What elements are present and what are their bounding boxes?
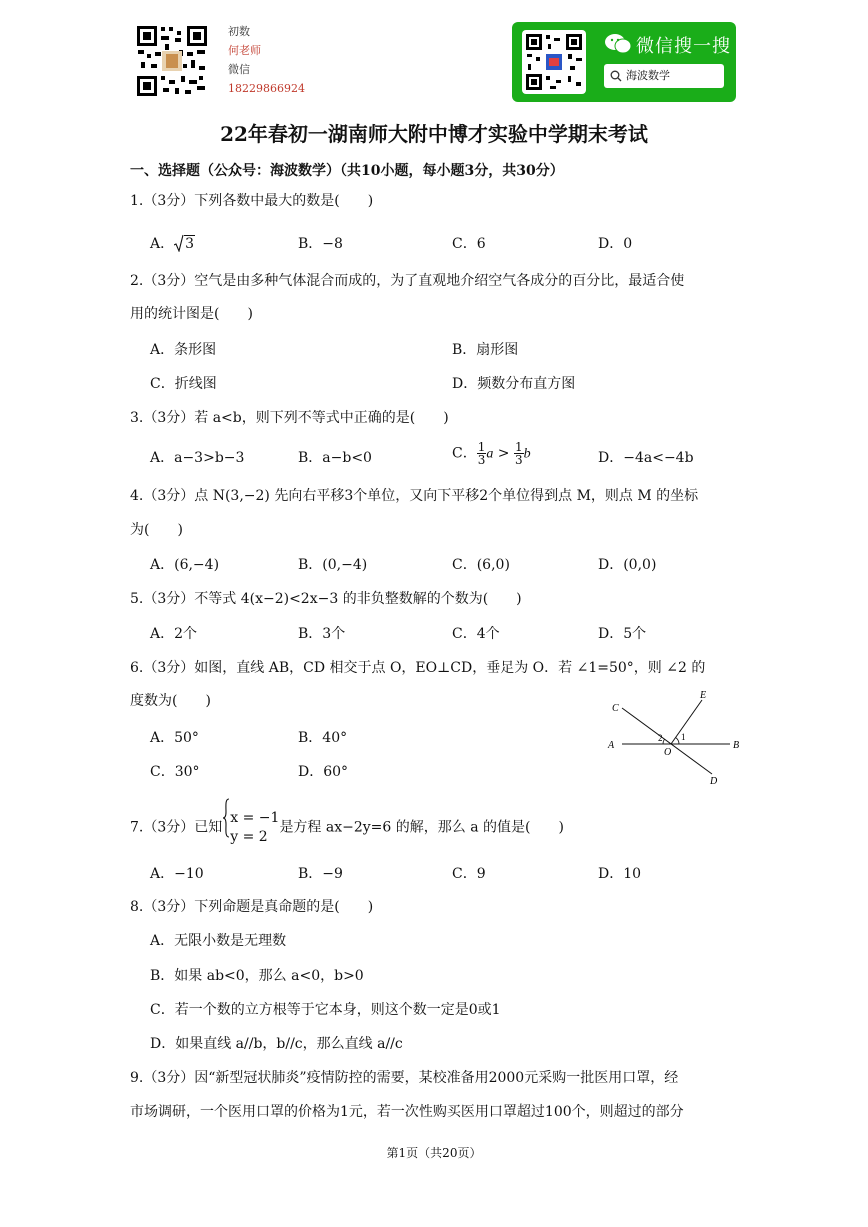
- label-b: B: [733, 740, 740, 751]
- question-4-option-d: D．(0,0): [598, 557, 657, 573]
- option-c-label: C．: [452, 445, 477, 462]
- question-7-option-c: C．9: [452, 866, 486, 882]
- question-4-stem-line1: 4.（3分）点 N(3,−2) 先向右平移3个单位，又向下平移2个单位得到点 M，则点 M 的坐标: [130, 488, 699, 504]
- question-5-stem: 5.（3分）不等式 4(x−2)<2x−3 的非负整数解的个数为( ): [130, 591, 522, 607]
- line-cd: [622, 708, 712, 774]
- wechat-search-title: 微信搜一搜: [636, 36, 731, 57]
- qr-code-right: [522, 30, 586, 94]
- question-4-option-b: B．(0,−4): [298, 557, 368, 573]
- question-2-option-c: C．折线图: [150, 376, 217, 392]
- question-5-option-d: D．5个: [598, 626, 647, 642]
- equation-1: x = −1: [230, 809, 280, 826]
- question-7-stem: [130, 798, 564, 844]
- question-2-option-b: B．扇形图: [452, 342, 519, 358]
- question-6-stem-line1: 6.（3分）如图，直线 AB，CD 相交于点 O，EO⊥CD，垂足为 O．若 ∠1=50°，则 ∠2 的: [130, 660, 706, 676]
- question-3-stem: 3.（3分）若 a<b，则下列不等式中正确的是( ): [130, 410, 449, 426]
- ray-oe: [671, 700, 702, 744]
- question-9-stem-line1: 9.（3分）因“新型冠状肺炎”疫情防控的需要，某校准备用2000元采购一批医用口罩，经: [130, 1070, 679, 1086]
- question-6-stem-line2: 度数为( ): [130, 693, 211, 709]
- label-o: O: [664, 747, 672, 758]
- wechat-logo-icon: [604, 33, 632, 55]
- question-6-option-c: C．30°: [150, 764, 200, 780]
- question-3-option-c: C． $\frac{1}{3}$ a > $\frac{1}{3}$ b: [452, 440, 531, 467]
- question-2-stem-line1: 2.（3分）空气是由多种气体混合而成的，为了直观地介绍空气各成分的百分比，最适合使: [130, 273, 685, 289]
- question-8-option-b: B．如果 ab<0，那么 a<0，b>0: [150, 968, 364, 984]
- question-2-option-a: A．条形图: [150, 342, 217, 358]
- qr-code-left: [135, 24, 209, 98]
- question-1-stem: 1.（3分）下列各数中最大的数是( ): [130, 193, 374, 209]
- option-a-label: A．: [150, 236, 175, 252]
- question-3-option-b: B．a−b<0: [298, 450, 372, 466]
- equation-2: y = 2: [230, 828, 268, 845]
- question-7-option-d: D．10: [598, 866, 642, 882]
- question-9-stem-line2: 市场调研，一个医用口罩的价格为1元，若一次性购买医用口罩超过100个，则超过的部分: [130, 1104, 684, 1120]
- question-4-stem-line2: 为( ): [130, 522, 183, 538]
- contact-subject: 初数: [228, 25, 250, 38]
- question-2-option-d: D．频数分布直方图: [452, 376, 576, 392]
- question-4-option-c: C．(6,0): [452, 557, 510, 573]
- question-1-option-a: [150, 234, 195, 254]
- question-8-stem: 8.（3分）下列命题是真命题的是( ): [130, 899, 374, 915]
- label-d: D: [710, 776, 718, 786]
- question-1-option-d: D．0: [598, 236, 633, 252]
- label-angle-2: 2: [658, 733, 663, 743]
- question-7-option-a: A．−10: [150, 866, 204, 882]
- contact-teacher: 何老师: [228, 44, 261, 57]
- question-4-option-a: A．(6,−4): [150, 557, 220, 573]
- question-6-option-d: D．60°: [298, 764, 349, 780]
- question-7-suffix: 是方程 ax−2y=6 的解，那么 a 的值是( ): [279, 819, 564, 836]
- page-footer: 第1页（共20页）: [386, 1146, 482, 1160]
- question-5-option-a: A．2个: [150, 626, 198, 642]
- question-6-figure: [600, 688, 745, 786]
- label-c: C: [612, 703, 619, 714]
- question-7-option-b: B．−9: [298, 866, 343, 882]
- search-icon: [610, 70, 622, 82]
- question-3-option-d: D．−4a<−4b: [598, 450, 694, 466]
- question-5-option-b: B．3个: [298, 626, 346, 642]
- question-1-option-b: B．−8: [298, 236, 343, 252]
- question-3-option-a: A．a−3>b−3: [150, 450, 245, 466]
- contact-info: [228, 22, 305, 98]
- label-e: E: [700, 690, 707, 701]
- question-8-option-d: D．如果直线 a//b，b//c，那么直线 a//c: [150, 1036, 403, 1052]
- question-8-option-c: C．若一个数的立方根等于它本身，则这个数一定是0或1: [150, 1002, 501, 1018]
- contact-phone: 18229866924: [228, 82, 305, 95]
- question-7-prefix: 7.（3分）已知: [130, 819, 223, 836]
- brace-symbol: [222, 798, 230, 857]
- contact-wechat-label: 微信: [228, 63, 250, 76]
- question-5-option-c: C．4个: [452, 626, 500, 642]
- label-angle-1: 1: [681, 732, 686, 742]
- question-1-option-c: C．6: [452, 236, 486, 252]
- section-heading: 一、选择题（公众号：海波数学）（共10小题，每小题3分，共30分）: [130, 163, 564, 179]
- question-2-stem-line2: 用的统计图是( ): [130, 306, 253, 322]
- page-title: 22年春初一湖南师大附中博才实验中学期末考试: [220, 122, 648, 146]
- question-6-option-a: A．50°: [150, 730, 199, 746]
- label-a: A: [608, 740, 615, 751]
- sqrt-symbol: [174, 234, 184, 254]
- question-8-option-a: A．无限小数是无理数: [150, 933, 287, 949]
- wechat-search-input: [604, 64, 724, 88]
- question-6-option-b: B．40°: [298, 730, 348, 746]
- wechat-search-banner: [512, 22, 736, 102]
- wechat-search-query: 海波数学: [626, 69, 670, 82]
- equation-system: [230, 809, 279, 847]
- option-a-radicand: 3: [185, 236, 195, 252]
